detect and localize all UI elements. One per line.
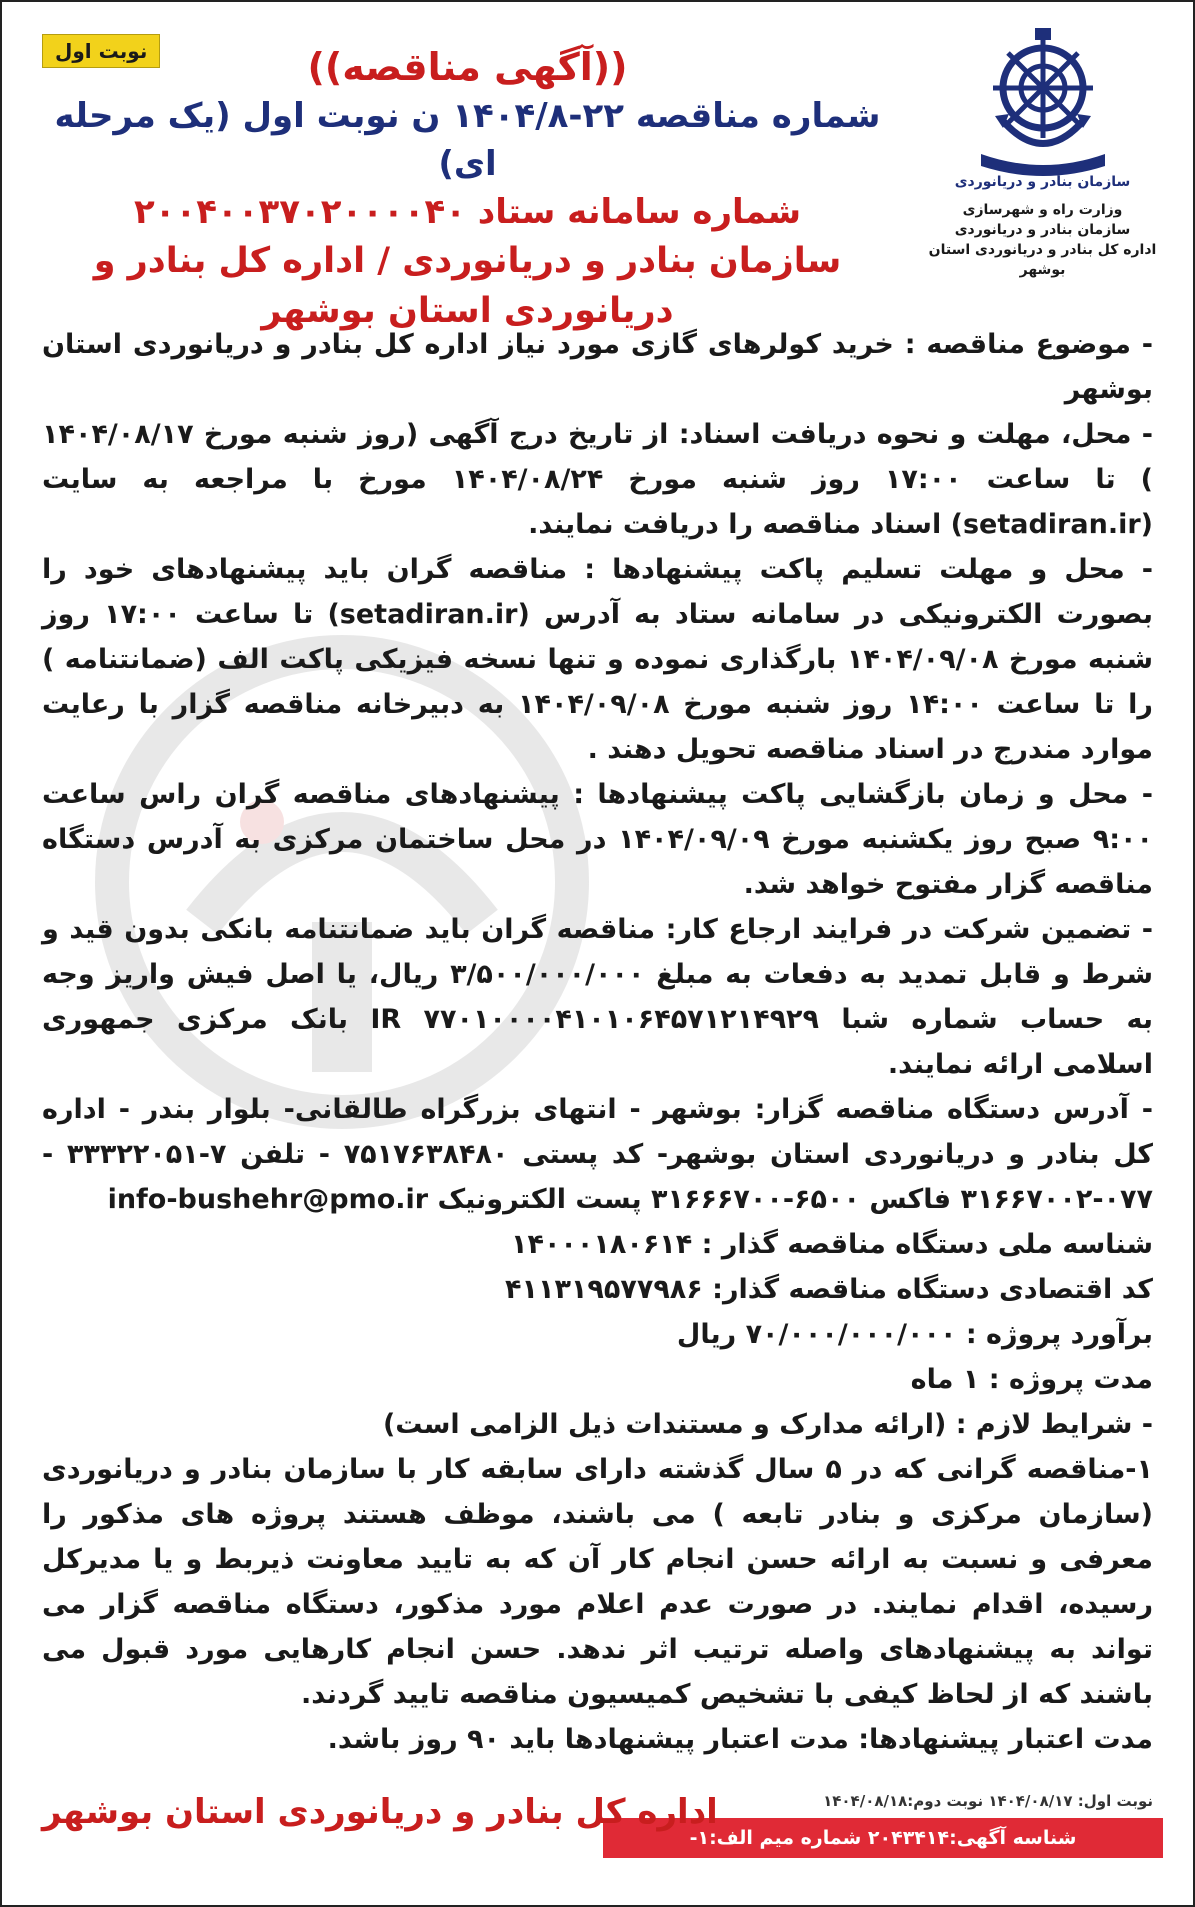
footer-organization: اداره کل بنادر و دریانوردی استان بوشهر	[42, 1792, 718, 1832]
duration-line: مدت پروژه : ۱ ماه	[910, 1364, 1153, 1395]
requirements-heading: - شرایط لازم : (ارائه مدارک و مستندات ذیل الزامی است)	[382, 1409, 1153, 1440]
opening-paragraph: - محل و زمان بازگشایی پاکت پیشنهادها : پیشنهادهای مناقصه گران راس ساعت ۹:۰۰ صبح روز یکشنبه مورخ ۱۴۰۴/۰۹/۰۹ در محل ساختمان مرکزی به آدرس دستگاه مناقصه گزار مفتوح خواهد شد.	[42, 779, 1153, 900]
publication-dates: نوبت اول: ۱۴۰۴/۰۸/۱۷ نوبت دوم:۱۴۰۴/۰۸/۱۸	[823, 1792, 1153, 1810]
estimate-line: برآورد پروژه : ۷۰/۰۰۰/۰۰۰/۰۰۰ ریال	[676, 1319, 1153, 1350]
caption-organization: سازمان بنادر و دریانوردی	[954, 222, 1131, 238]
logo-caption	[910, 200, 1175, 280]
notice-headings	[42, 42, 893, 336]
submission-paragraph: - محل و مهلت تسلیم پاکت پیشنهادها : مناقصه گران باید پیشنهادهای خود را بصورت الکترونیکی در سامانه ستاد به آدرس (setadiran.ir) تا ساعت ۱۷:۰۰ روز شنبه مورخ ۱۴۰۴/۰۹/۰۸ بارگذاری نموده و تنها نسخه فیزیکی پاکت الف (ضمانتنامه ) را تا ساعت ۱۴:۰۰ روز شنبه مورخ ۱۴۰۴/۰۹/۰۸ به دبیرخانه مناقصه گزار با رعایت موارد مندرج در اسناد مناقصه تحویل دهند .	[42, 554, 1153, 765]
logo-ribbon-text: سازمان بنادر و دریانوردی	[954, 174, 1131, 190]
caption-ministry: وزارت راه و شهرسازی	[962, 202, 1123, 218]
org-line-1: سازمان بنادر و دریانوردی / اداره کل بنادر و	[93, 241, 842, 281]
tender-number: شماره مناقصه ۲۲-۱۴۰۴/۸ ن نوبت اول (یک مرحله ای)	[54, 96, 881, 184]
notice-title: ((آگهی مناقصه))	[307, 45, 628, 89]
validity-line: مدت اعتبار پیشنهادها: مدت اعتبار پیشنهادها باید ۹۰ روز باشد.	[327, 1724, 1153, 1755]
org-line-2: دریانوردی استان بوشهر	[261, 291, 674, 331]
requirement-1-paragraph: ۱-مناقصه گرانی که در ۵ سال گذشته دارای سابقه کار با سازمان بنادر و دریانوردی (سازمان مرکزی و بنادر تابعه ) می باشند، موظف هستند پروژه های مذکور را معرفی و نسبت به ارائه حسن انجام کار آن که به تایید معاونت ذیربط و یا مدیرکل رسیده، اقدام نمایند. در صورت عدم اعلام مورد مذکور، دستگاه مناقصه گزار می تواند به پیشنهادهای واصله ترتیب اثر ندهد. حسن انجام کارهایی مورد قبول می باشند که از لحاظ کیفی با تشخیص کمیسیون مناقصه تایید گردند.	[42, 1454, 1153, 1710]
documents-paragraph: - محل، مهلت و نحوه دریافت اسناد: از تاریخ درج آگهی (روز شنبه مورخ ۱۴۰۴/۰۸/۱۷ ) تا ساعت ۱۷:۰۰ روز شنبه مورخ ۱۴۰۴/۰۸/۲۴ مورخ با مراجعه به سایت (setadiran.ir) اسناد مناقصه را دریافت نمایند.	[42, 419, 1153, 540]
address-paragraph: - آدرس دستگاه مناقصه گزار: بوشهر - انتهای بزرگراه طالقانی- بلوار بندر - اداره کل بنادر و دریانوردی استان بوشهر- کد پستی ۷۵۱۷۶۳۸۴۸۰ - تلفن ۷-۳۳۳۲۲۰۵۱ - ۰۷۷-۳۱۶۶۷۰۰۲ فاکس ۶۵۰۰-۳۱۶۶۶۷۰۰ پست الکترونیک info-bushehr@pmo.ir	[42, 1094, 1154, 1215]
economic-code-line: کد اقتصادی دستگاه مناقصه گذار: ۴۱۱۳۱۹۵۷۷۹۸۶	[505, 1274, 1153, 1305]
round-tag: نوبت اول	[42, 34, 160, 68]
ad-id-bar: شناسه آگهی:۲۰۴۳۴۱۴ شماره میم الف:۱-	[603, 1818, 1163, 1858]
national-id-line: شناسه ملی دستگاه مناقصه گذار : ۱۴۰۰۰۱۸۰۶۱۴	[510, 1229, 1153, 1260]
setad-number: شماره سامانه ستاد ۲۰۰۴۰۰۳۷۰۲۰۰۰۰۴۰	[133, 192, 802, 232]
logo-block	[910, 20, 1175, 290]
caption-directorate: اداره کل بنادر و دریانوردی استان بوشهر	[928, 242, 1157, 278]
guarantee-paragraph: - تضمین شرکت در فرایند ارجاع کار: مناقصه گران باید ضمانتنامه بانکی بدون قید و شرط و قابل تمدید به دفعات به مبلغ ۳/۵۰۰/۰۰۰/۰۰۰ ریال، یا اصل فیش واریز وجه به حساب شماره شبا IR ۷۷۰۱۰۰۰۰۴۱۰۱۰۶۴۵۷۱۲۱۴۹۲۹ بانک مرکزی جمهوری اسلامی ارائه نمایند.	[42, 914, 1153, 1080]
ports-anchor-wheel-icon	[973, 26, 1113, 176]
notice-body	[42, 322, 1153, 1762]
subject-paragraph: - موضوع مناقصه : خرید کولرهای گازی مورد نیاز اداره کل بنادر و دریانوردی استان بوشهر	[42, 329, 1153, 405]
